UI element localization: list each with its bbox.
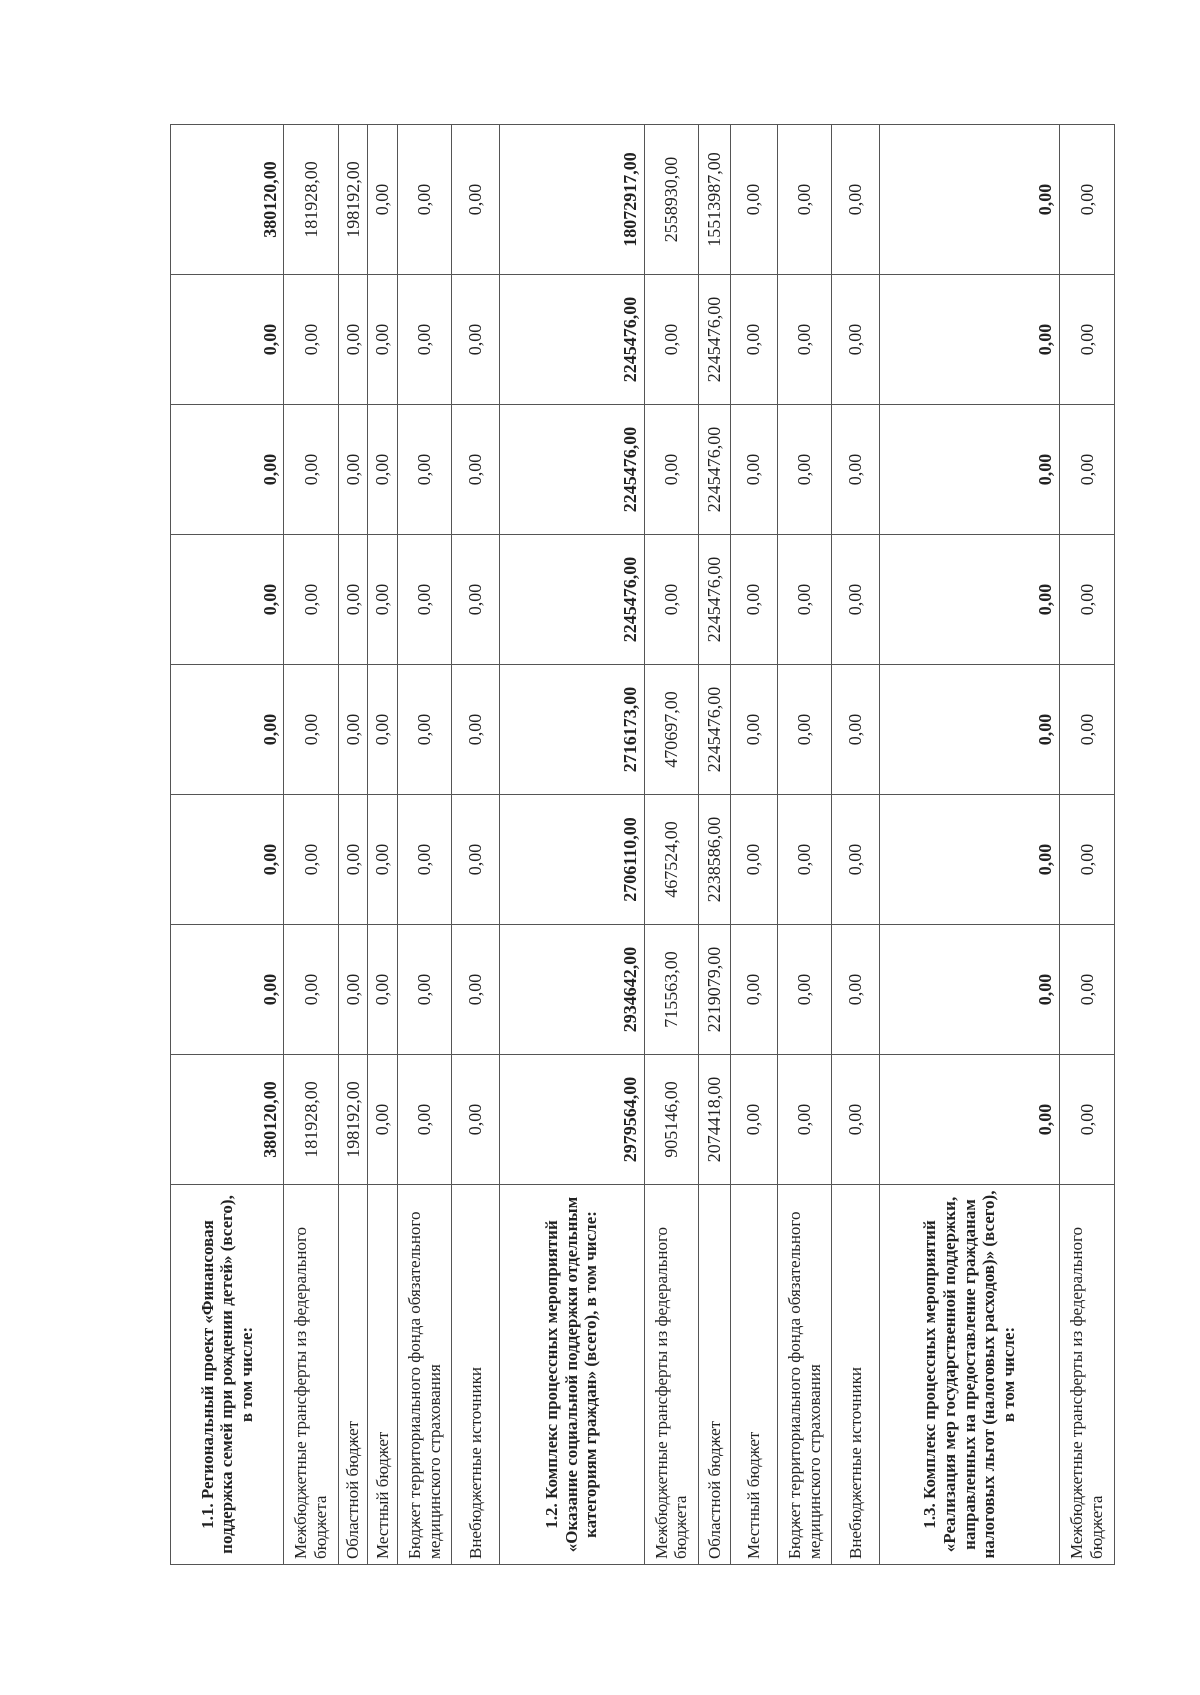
table-row <box>171 125 284 1565</box>
year-value-cell: 0,00 <box>452 925 499 1055</box>
row-total-cell: 0,00 <box>777 125 832 275</box>
year-value-cell: 0,00 <box>284 535 339 665</box>
year-value-cell: 0,00 <box>171 665 284 795</box>
year-value-cell: 0,00 <box>730 665 777 795</box>
row-total-cell: 0,00 <box>879 125 1060 275</box>
year-value-cell: 2245476,00 <box>699 535 731 665</box>
year-value-cell: 0,00 <box>1060 795 1115 925</box>
year-value-cell: 2219079,00 <box>699 925 731 1055</box>
year-value-cell: 2074418,00 <box>699 1055 731 1185</box>
year-value-cell: 0,00 <box>397 665 452 795</box>
rotated-table-wrapper <box>170 125 1115 1565</box>
year-value-cell: 0,00 <box>368 535 397 665</box>
year-value-cell: 470697,00 <box>644 665 699 795</box>
row-label: Областной бюджет <box>699 1185 731 1565</box>
table-row <box>644 125 699 1565</box>
year-value-cell: 0,00 <box>730 925 777 1055</box>
year-value-cell: 0,00 <box>452 275 499 405</box>
table-row <box>832 125 879 1565</box>
table-row <box>699 125 731 1565</box>
year-value-cell: 0,00 <box>777 665 832 795</box>
year-value-cell: 0,00 <box>777 795 832 925</box>
year-value-cell: 0,00 <box>368 1055 397 1185</box>
row-label: 1.3. Комплекс процессных мероприятий «Реализация мер государственной поддержки, направленных на предоставление гражданам налоговых льгот (налоговых расходов)» (всего), в том числе: <box>879 1185 1060 1565</box>
year-value-cell: 0,00 <box>397 535 452 665</box>
year-value-cell: 0,00 <box>832 1055 879 1185</box>
year-value-cell: 0,00 <box>284 665 339 795</box>
year-value-cell: 0,00 <box>338 535 367 665</box>
year-value-cell: 467524,00 <box>644 795 699 925</box>
year-value-cell: 0,00 <box>397 275 452 405</box>
year-value-cell: 0,00 <box>777 1055 832 1185</box>
year-value-cell: 0,00 <box>832 795 879 925</box>
row-label: 1.1. Региональный проект «Финансовая поддержка семей при рождении детей» (всего), в том числе: <box>171 1185 284 1565</box>
year-value-cell: 0,00 <box>338 925 367 1055</box>
year-value-cell: 2245476,00 <box>699 665 731 795</box>
year-value-cell: 0,00 <box>284 405 339 535</box>
year-value-cell: 0,00 <box>1060 535 1115 665</box>
year-value-cell: 0,00 <box>879 405 1060 535</box>
row-total-cell: 0,00 <box>397 125 452 275</box>
year-value-cell: 0,00 <box>338 275 367 405</box>
year-value-cell: 0,00 <box>832 665 879 795</box>
year-value-cell: 0,00 <box>777 405 832 535</box>
row-total-cell: 0,00 <box>1060 125 1115 275</box>
year-value-cell: 2238586,00 <box>699 795 731 925</box>
row-label: Местный бюджет <box>368 1185 397 1565</box>
year-value-cell: 0,00 <box>397 405 452 535</box>
year-value-cell: 2706110,00 <box>499 795 644 925</box>
year-value-cell: 0,00 <box>397 795 452 925</box>
year-value-cell: 0,00 <box>879 925 1060 1055</box>
year-value-cell: 0,00 <box>730 275 777 405</box>
row-total-cell: 380120,00 <box>171 125 284 275</box>
year-value-cell: 0,00 <box>730 535 777 665</box>
row-label: Областной бюджет <box>338 1185 367 1565</box>
table-row <box>452 125 499 1565</box>
year-value-cell: 0,00 <box>879 795 1060 925</box>
year-value-cell: 181928,00 <box>284 1055 339 1185</box>
year-value-cell: 0,00 <box>368 795 397 925</box>
row-total-cell: 0,00 <box>730 125 777 275</box>
table-row <box>879 125 1060 1565</box>
row-total-cell: 18072917,00 <box>499 125 644 275</box>
budget-table <box>170 124 1115 1565</box>
row-label: Местный бюджет <box>730 1185 777 1565</box>
year-value-cell: 0,00 <box>452 535 499 665</box>
year-value-cell: 0,00 <box>1060 1055 1115 1185</box>
year-value-cell: 0,00 <box>1060 405 1115 535</box>
year-value-cell: 0,00 <box>879 275 1060 405</box>
year-value-cell: 0,00 <box>730 405 777 535</box>
year-value-cell: 0,00 <box>1060 925 1115 1055</box>
year-value-cell: 0,00 <box>644 275 699 405</box>
year-value-cell: 0,00 <box>452 665 499 795</box>
year-value-cell: 0,00 <box>397 925 452 1055</box>
year-value-cell: 0,00 <box>832 925 879 1055</box>
year-value-cell: 2934642,00 <box>499 925 644 1055</box>
row-label: Бюджет территориального фонда обязательного медицинского страхования <box>397 1185 452 1565</box>
row-total-cell: 0,00 <box>452 125 499 275</box>
year-value-cell: 0,00 <box>879 665 1060 795</box>
year-value-cell: 0,00 <box>644 535 699 665</box>
year-value-cell: 0,00 <box>879 535 1060 665</box>
year-value-cell: 0,00 <box>452 1055 499 1185</box>
year-value-cell: 0,00 <box>777 925 832 1055</box>
year-value-cell: 0,00 <box>1060 665 1115 795</box>
year-value-cell: 0,00 <box>777 535 832 665</box>
table-row <box>368 125 397 1565</box>
row-label: Бюджет территориального фонда обязательного медицинского страхования <box>777 1185 832 1565</box>
year-value-cell: 0,00 <box>338 405 367 535</box>
year-value-cell: 0,00 <box>879 1055 1060 1185</box>
year-value-cell: 0,00 <box>284 925 339 1055</box>
year-value-cell: 0,00 <box>368 275 397 405</box>
row-total-cell: 0,00 <box>368 125 397 275</box>
row-total-cell: 0,00 <box>832 125 879 275</box>
year-value-cell: 0,00 <box>338 665 367 795</box>
table-row <box>777 125 832 1565</box>
row-total-cell: 2558930,00 <box>644 125 699 275</box>
year-value-cell: 2245476,00 <box>499 535 644 665</box>
row-label: Межбюджетные трансферты из федерального бюджета <box>1060 1185 1115 1565</box>
year-value-cell: 0,00 <box>397 1055 452 1185</box>
year-value-cell: 0,00 <box>368 925 397 1055</box>
year-value-cell: 0,00 <box>171 795 284 925</box>
year-value-cell: 0,00 <box>284 795 339 925</box>
row-total-cell: 198192,00 <box>338 125 367 275</box>
year-value-cell: 715563,00 <box>644 925 699 1055</box>
row-label: Межбюджетные трансферты из федерального бюджета <box>644 1185 699 1565</box>
row-label: Межбюджетные трансферты из федерального бюджета <box>284 1185 339 1565</box>
year-value-cell: 0,00 <box>777 275 832 405</box>
year-value-cell: 0,00 <box>171 275 284 405</box>
budget-table-body <box>171 125 1115 1565</box>
year-value-cell: 2245476,00 <box>699 405 731 535</box>
year-value-cell: 2245476,00 <box>499 275 644 405</box>
row-label: Внебюджетные источники <box>832 1185 879 1565</box>
year-value-cell: 0,00 <box>452 405 499 535</box>
year-value-cell: 380120,00 <box>171 1055 284 1185</box>
year-value-cell: 0,00 <box>368 405 397 535</box>
table-row <box>499 125 644 1565</box>
year-value-cell: 2979564,00 <box>499 1055 644 1185</box>
year-value-cell: 0,00 <box>171 405 284 535</box>
year-value-cell: 198192,00 <box>338 1055 367 1185</box>
table-row <box>397 125 452 1565</box>
year-value-cell: 2245476,00 <box>699 275 731 405</box>
year-value-cell: 0,00 <box>368 665 397 795</box>
year-value-cell: 0,00 <box>171 535 284 665</box>
year-value-cell: 0,00 <box>171 925 284 1055</box>
year-value-cell: 0,00 <box>1060 275 1115 405</box>
year-value-cell: 0,00 <box>284 275 339 405</box>
table-row <box>730 125 777 1565</box>
year-value-cell: 0,00 <box>338 795 367 925</box>
row-label: Внебюджетные источники <box>452 1185 499 1565</box>
row-label: 1.2. Комплекс процессных мероприятий «Оказание социальной поддержки отдельным категориям граждан» (всего), в том числе: <box>499 1185 644 1565</box>
table-row <box>284 125 339 1565</box>
year-value-cell: 2245476,00 <box>499 405 644 535</box>
year-value-cell: 2716173,00 <box>499 665 644 795</box>
year-value-cell: 0,00 <box>832 535 879 665</box>
row-total-cell: 15513987,00 <box>699 125 731 275</box>
row-total-cell: 181928,00 <box>284 125 339 275</box>
year-value-cell: 0,00 <box>452 795 499 925</box>
year-value-cell: 0,00 <box>832 405 879 535</box>
year-value-cell: 0,00 <box>644 405 699 535</box>
table-row <box>338 125 367 1565</box>
year-value-cell: 0,00 <box>730 795 777 925</box>
year-value-cell: 905146,00 <box>644 1055 699 1185</box>
year-value-cell: 0,00 <box>730 1055 777 1185</box>
table-row <box>1060 125 1115 1565</box>
year-value-cell: 0,00 <box>832 275 879 405</box>
